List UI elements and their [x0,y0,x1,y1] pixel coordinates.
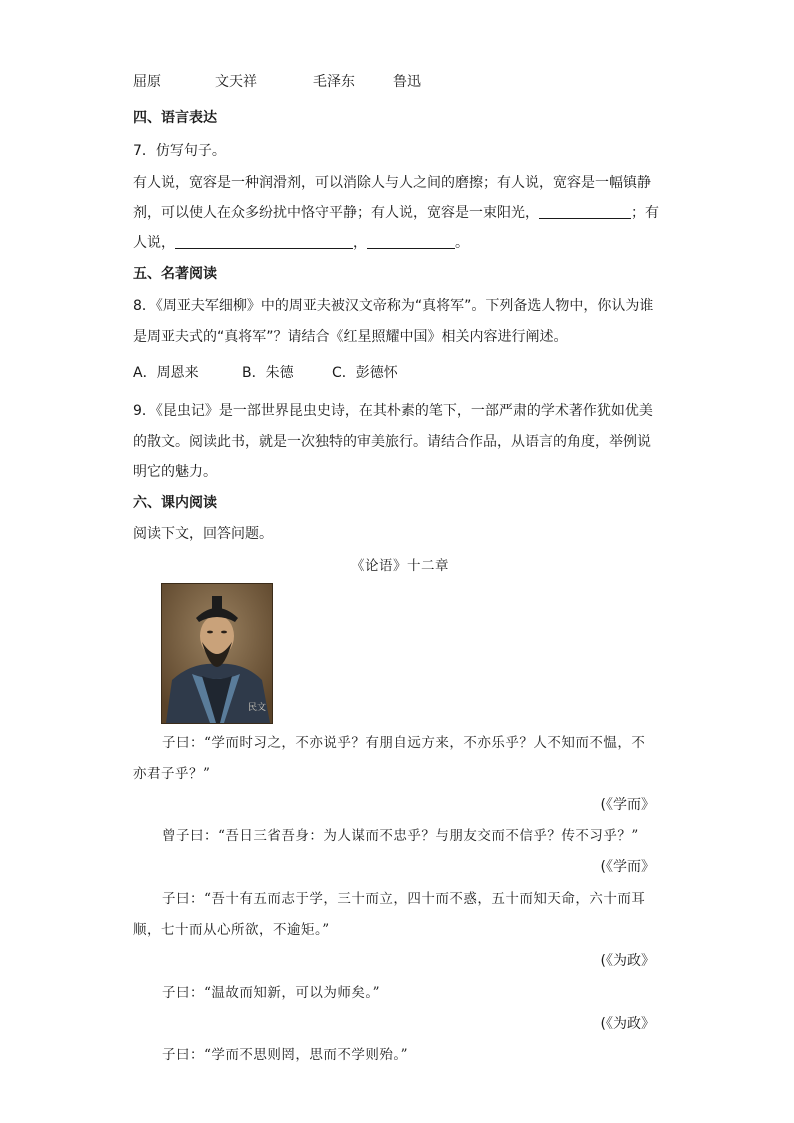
question-text: 剂，可以使人在众多纷扰中恪守平静；有人说，宽容是一束阳光， [133,205,539,221]
question-text-line [133,203,659,223]
section-heading: 六、课内阅读 [133,495,217,511]
image-watermark: 民文 [247,703,266,713]
confucius-portrait-image [161,583,273,724]
passage-text: 子曰：“吾十有五而志于学，三十而立，四十而不惑，五十而知天命，六十而耳 [162,891,646,907]
name-item: 屈原 [133,74,161,90]
section-heading: 五、名著阅读 [133,266,217,282]
question-text: 是周亚夫式的“真将军”？请结合《红星照耀中国》相关内容进行阐述。 [133,329,568,345]
passage-text: 子曰：“温故而知新，可以为师矣。” [162,985,381,1001]
passage-source: (《学而》 [600,797,655,813]
name-item: 鲁迅 [393,74,421,90]
passage-text: 子曰：“学而时习之，不亦说乎？有朋自远方来，不亦乐乎？人不知而不愠，不 [162,735,646,751]
question-text: 9．《昆虫记》是一部世界昆虫史诗，在其朴素的笔下，一部严肃的学术著作犹如优美 [133,403,653,419]
question-text: 8．《周亚夫军细柳》中的周亚夫被汉文帝称为“真将军”。下列备选人物中，你认为谁 [133,298,654,314]
question-text: ， [353,235,367,251]
question-text: 有人说，宽容是一种润滑剂，可以消除人与人之间的磨擦；有人说，宽容是一幅镇静 [133,175,651,191]
answer-blank[interactable] [367,234,455,249]
question-text-line [133,233,469,253]
answer-blank[interactable] [539,204,631,219]
passage-text: 顺，七十而从心所欲，不逾矩。” [133,922,330,938]
question-title: 7．仿写句子。 [133,143,226,159]
passage-text: 子曰：“学而不思则罔，思而不学则殆。” [162,1047,409,1063]
passage-text: 亦君子乎？” [133,766,211,782]
name-item: 毛泽东 [313,74,355,90]
question-text: 的散文。阅读此书，就是一次独特的审美旅行。请结合作品，从语言的角度，举例说 [133,434,651,450]
option-a[interactable]: A．周恩来 [133,365,199,381]
text-title: 《论语》十二章 [351,558,449,574]
option-c[interactable]: C．彭德怀 [332,365,398,381]
question-text: 明它的魅力。 [133,464,217,480]
question-text: 人说， [133,235,175,251]
question-text: 。 [455,235,469,251]
passage-text: 曾子曰：“吾日三省吾身：为人谋而不忠乎？与朋友交而不信乎？传不习乎？” [162,828,639,844]
section-heading: 四、语言表达 [133,110,217,126]
name-item: 文天祥 [215,74,257,90]
option-b[interactable]: B．朱德 [242,365,294,381]
passage-source: (《为政》 [600,953,655,969]
reading-intro: 阅读下文，回答问题。 [133,526,273,542]
question-text: ；有 [631,205,659,221]
passage-source: (《学而》 [600,859,655,875]
answer-blank[interactable] [175,234,353,249]
passage-source: (《为政》 [600,1016,655,1032]
